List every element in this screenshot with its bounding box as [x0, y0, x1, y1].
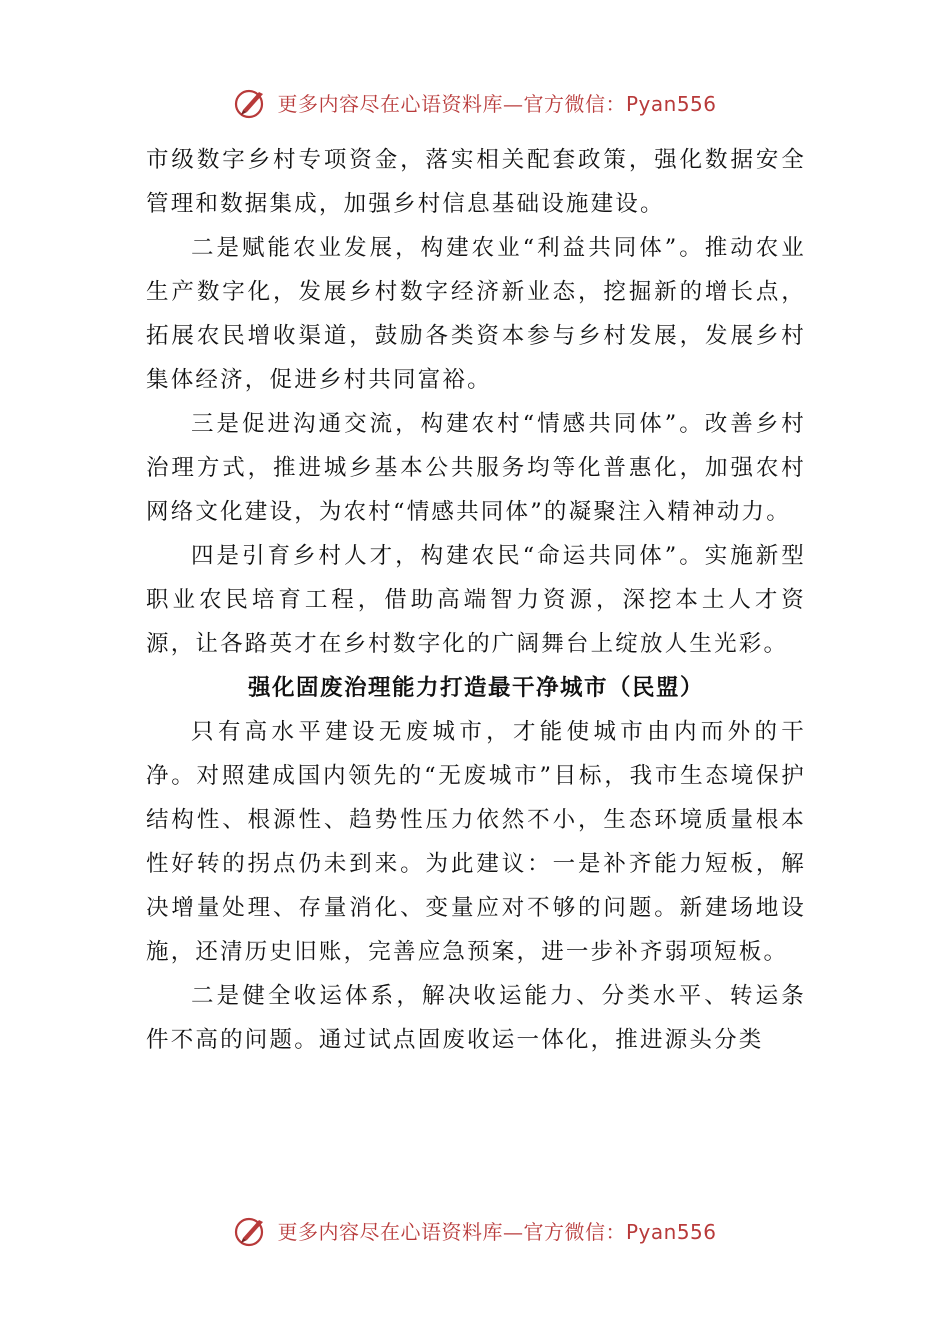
paragraph: 三是促进沟通交流，构建农村“情感共同体”。改善乡村治理方式，推进城乡基本公共服务均等化普惠化，加强农村网络文化建设，为农村“情感共同体”的凝聚注入精神动力。: [146, 411, 806, 525]
watermark-text: 更多内容尽在心语资料库—官方微信：Pyan556: [277, 1219, 717, 1244]
paragraph: 四是引育乡村人才，构建农民“命运共同体”。实施新型职业农民培育工程，借助高端智力资源，深挖本土人才资源，让各路英才在乡村数字化的广阔舞台上绽放人生光彩。: [146, 543, 806, 657]
paragraph: 二是赋能农业发展，构建农业“利益共同体”。推动农业生产数字化，发展乡村数字经济新业态，挖掘新的增长点，拓展农民增收渠道，鼓励各类资本参与乡村发展，发展乡村集体经济，促进乡村共同富裕。: [146, 235, 806, 393]
watermark-header: [0, 82, 950, 122]
document-body: [146, 138, 806, 1062]
section-title: 强化固废治理能力打造最干净城市（民盟）: [247, 675, 704, 701]
paragraph: 只有高水平建设无废城市，才能使城市由内而外的干净。对照建成国内领先的“无废城市”目标，我市生态境保护结构性、根源性、趋势性压力依然不小，生态环境质量根本性好转的拐点仍未到来。为此建议：一是补齐能力短板，解决增量处理、存量消化、变量应对不够的问题。新建场地设施，还清历史旧账，完善应急预案，进一步补齐弱项短板。: [146, 719, 806, 965]
pen-logo-icon: [233, 1212, 269, 1248]
watermark-footer: [0, 1210, 950, 1250]
paragraph-continued: 市级数字乡村专项资金，落实相关配套政策，强化数据安全管理和数据集成，加强乡村信息基础设施建设。: [146, 147, 806, 217]
watermark-text: 更多内容尽在心语资料库—官方微信：Pyan556: [277, 91, 717, 116]
paragraph: 二是健全收运体系，解决收运能力、分类水平、转运条件不高的问题。通过试点固废收运一体化，推进源头分类: [146, 983, 806, 1053]
pen-logo-icon: [233, 84, 269, 120]
